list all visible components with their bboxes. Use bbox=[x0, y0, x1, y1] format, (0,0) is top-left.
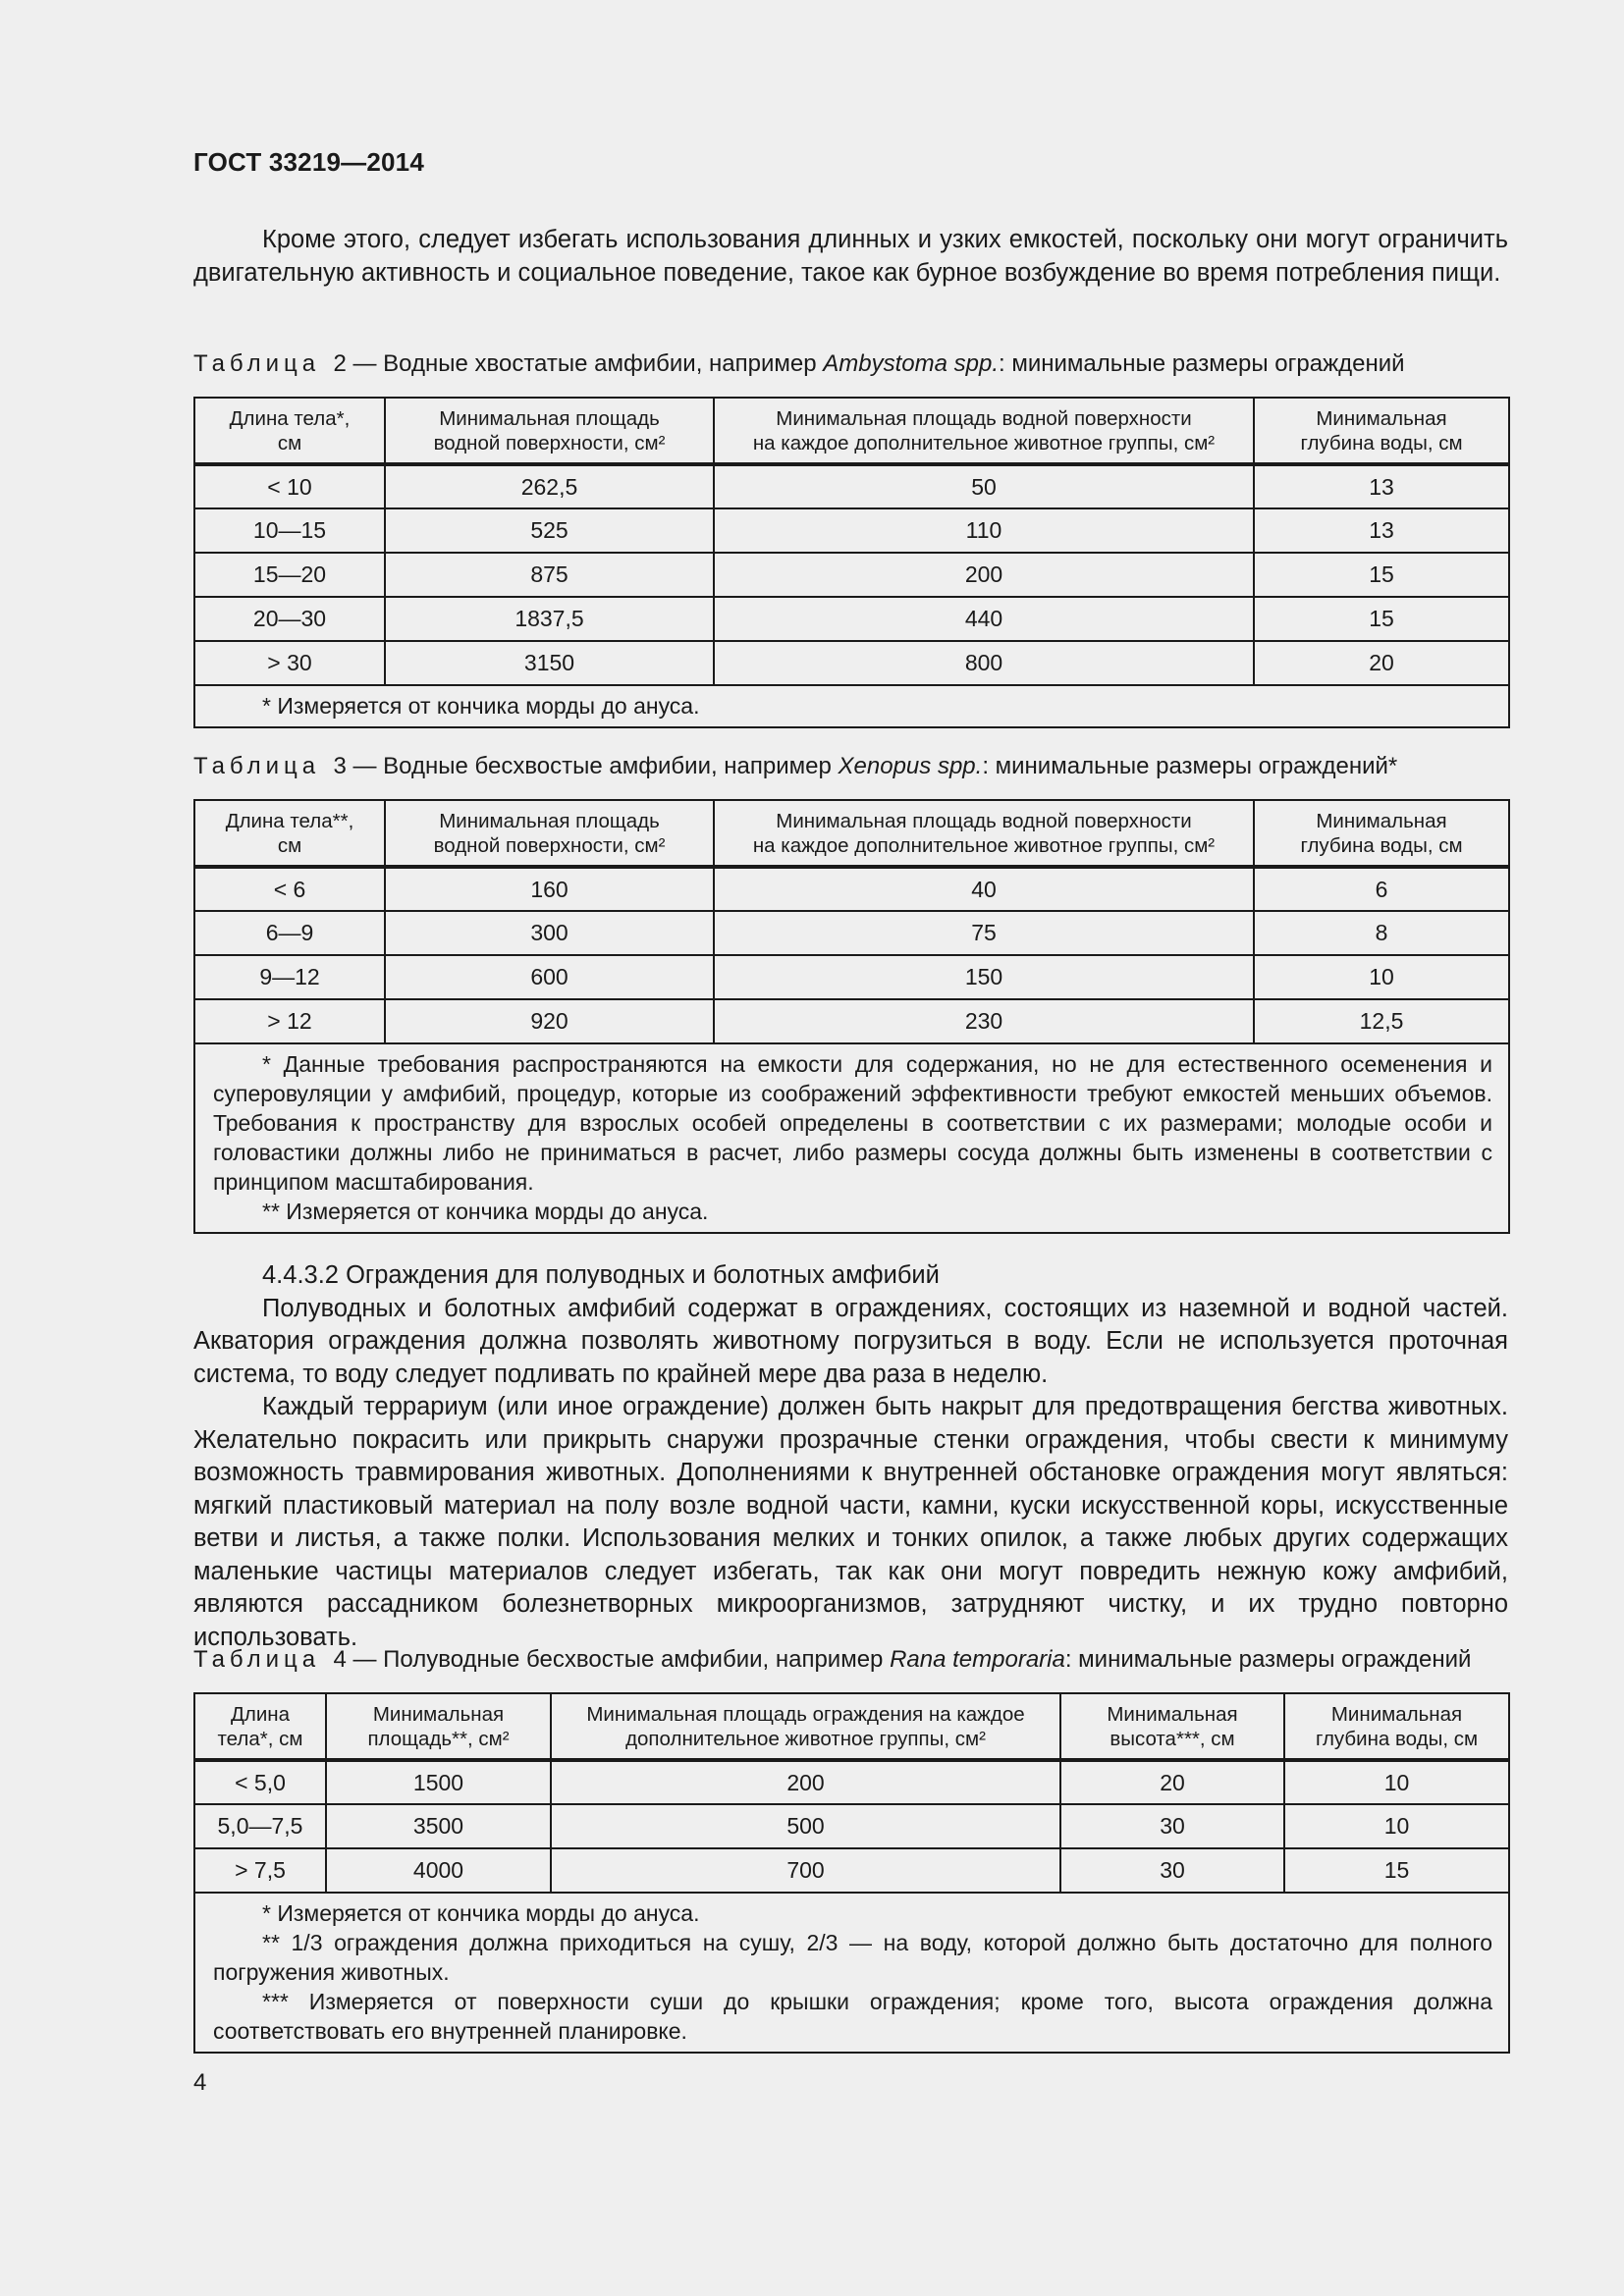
table-cell: 230 bbox=[714, 999, 1254, 1043]
table-cell: 13 bbox=[1254, 464, 1509, 508]
table2-caption bbox=[193, 350, 1514, 378]
caption-label: Таблица bbox=[193, 350, 321, 377]
table-cell: 200 bbox=[714, 553, 1254, 597]
footnote: *** Измеряется от поверхности суши до крышки ограждения; кроме того, высота ограждения должна соответствовать его внутренней планировке. bbox=[213, 1989, 1492, 2044]
table-cell: 440 bbox=[714, 597, 1254, 641]
table2-body bbox=[194, 464, 1509, 727]
table-notes bbox=[194, 685, 1509, 727]
table-cell: 4000 bbox=[326, 1848, 551, 1893]
table-row bbox=[194, 955, 1509, 999]
column-header: Минимальная глубина воды, см bbox=[1254, 800, 1509, 867]
table-cell: > 30 bbox=[194, 641, 385, 685]
table-cell: 20 bbox=[1060, 1760, 1284, 1804]
column-header: Длина тела*, см bbox=[194, 398, 385, 464]
table-cell: 3500 bbox=[326, 1804, 551, 1848]
header-row bbox=[194, 800, 1509, 867]
table-cell: 6 bbox=[1254, 867, 1509, 911]
column-header: Длина тела*, см bbox=[194, 1693, 326, 1760]
table-cell: 800 bbox=[714, 641, 1254, 685]
table-cell: 700 bbox=[551, 1848, 1060, 1893]
table-cell: 5,0—7,5 bbox=[194, 1804, 326, 1848]
table-row bbox=[194, 464, 1509, 508]
table-cell: 75 bbox=[714, 911, 1254, 955]
caption-number: 4 bbox=[333, 1646, 347, 1673]
column-header: Минимальная высота***, см bbox=[1060, 1693, 1284, 1760]
table-row bbox=[194, 1760, 1509, 1804]
notes-row bbox=[194, 1893, 1509, 2053]
column-header: Минимальная площадь**, см² bbox=[326, 1693, 551, 1760]
caption-tail: : минимальные размеры ограждений bbox=[1064, 1646, 1472, 1673]
table-cell: 9—12 bbox=[194, 955, 385, 999]
table-row bbox=[194, 1848, 1509, 1893]
section-paragraph-2: Каждый террариум (или иное ограждение) должен быть накрыт для предотвращения бегства животных. Желательно покрасить или прикрыть снаружи прозрачные стенки ограждения, чтобы свести к минимуму возможность травмирования животных. Дополнениями к внутренней обстановке ограждения могут являться: мягкий пластиковый материал на полу возле водной части, камни, куски искусственной коры, искусственные ветви и листья, а также полки. Использования мелких и тонких опилок, а также любых других содержащих маленькие частицы материалов следует избегать, так как они могут повредить нежную кожу амфибий, являются рассадником болезнетворных микроорганизмов, затрудняют чистку, и их трудно повторно использовать. bbox=[193, 1393, 1508, 1651]
table-cell: 30 bbox=[1060, 1804, 1284, 1848]
table-cell: 20 bbox=[1254, 641, 1509, 685]
caption-text: — Водные бесхвостые амфибии, например bbox=[346, 753, 839, 779]
table-row bbox=[194, 911, 1509, 955]
footnote: ** 1/3 ограждения должна приходиться на сушу, 2/3 — на воду, которой должно быть достаточно для полного погружения животных. bbox=[213, 1930, 1492, 1985]
table3 bbox=[193, 799, 1510, 1234]
table-notes bbox=[194, 1043, 1509, 1233]
table-cell: 10 bbox=[1254, 955, 1509, 999]
table-cell: 20—30 bbox=[194, 597, 385, 641]
table-row bbox=[194, 867, 1509, 911]
table3-head bbox=[194, 800, 1509, 867]
document-header: ГОСТ 33219—2014 bbox=[193, 147, 424, 177]
table-cell: 10—15 bbox=[194, 508, 385, 553]
table-cell: 50 bbox=[714, 464, 1254, 508]
footnote: * Измеряется от кончика морды до ануса. bbox=[262, 1900, 700, 1926]
header-row bbox=[194, 1693, 1509, 1760]
table-cell: 525 bbox=[385, 508, 714, 553]
table3-body bbox=[194, 867, 1509, 1233]
table-cell: 40 bbox=[714, 867, 1254, 911]
column-header: Минимальная глубина воды, см bbox=[1284, 1693, 1509, 1760]
caption-species: Xenopus spp. bbox=[838, 753, 983, 779]
table4-caption bbox=[193, 1646, 1514, 1674]
table-cell: 15 bbox=[1254, 553, 1509, 597]
table2-head bbox=[194, 398, 1509, 464]
table4 bbox=[193, 1692, 1510, 2054]
table-row bbox=[194, 1804, 1509, 1848]
table4-head bbox=[194, 1693, 1509, 1760]
column-header: Минимальная глубина воды, см bbox=[1254, 398, 1509, 464]
caption-text: — Водные хвостатые амфибии, например bbox=[346, 350, 824, 377]
page-number: 4 bbox=[193, 2069, 207, 2096]
column-header: Длина тела**, см bbox=[194, 800, 385, 867]
caption-species: Rana temporaria bbox=[890, 1646, 1065, 1673]
header-row bbox=[194, 398, 1509, 464]
section-heading: 4.4.3.2 Ограждения для полуводных и болотных амфибий bbox=[262, 1261, 940, 1289]
table-cell: 160 bbox=[385, 867, 714, 911]
caption-number: 2 bbox=[333, 350, 347, 377]
table-cell: 15 bbox=[1284, 1848, 1509, 1893]
caption-tail: : минимальные размеры ограждений* bbox=[982, 753, 1398, 779]
table-row bbox=[194, 999, 1509, 1043]
section-text bbox=[193, 1259, 1508, 1654]
table3-caption bbox=[193, 753, 1514, 780]
table-cell: 262,5 bbox=[385, 464, 714, 508]
caption-species: Ambystoma spp. bbox=[823, 350, 999, 377]
caption-tail: : минимальные размеры ограждений bbox=[998, 350, 1405, 377]
table-cell: 110 bbox=[714, 508, 1254, 553]
column-header: Минимальная площадь ограждения на каждое дополнительное животное группы, см² bbox=[551, 1693, 1060, 1760]
table-cell: 30 bbox=[1060, 1848, 1284, 1893]
table-cell: 600 bbox=[385, 955, 714, 999]
intro-text: Кроме этого, следует избегать использования длинных и узких емкостей, поскольку они могут ограничить двигательную активность и социальное поведение, такое как бурное возбуждение во время потребления пищи. bbox=[193, 226, 1508, 287]
notes-row bbox=[194, 685, 1509, 727]
caption-number: 3 bbox=[333, 753, 347, 779]
table-cell: 10 bbox=[1284, 1804, 1509, 1848]
section-paragraph-1: Полуводных и болотных амфибий содержат в ограждениях, состоящих из наземной и водной частей. Акватория ограждения должна позволять животному погрузиться в воду. Если не используется проточная система, то воду следует подливать по крайней мере два раза в неделю. bbox=[193, 1294, 1508, 1388]
table-cell: 1500 bbox=[326, 1760, 551, 1804]
table-cell: 300 bbox=[385, 911, 714, 955]
column-header: Минимальная площадь водной поверхности, см² bbox=[385, 398, 714, 464]
intro-paragraph bbox=[193, 224, 1508, 290]
table-cell: 500 bbox=[551, 1804, 1060, 1848]
table-cell: 150 bbox=[714, 955, 1254, 999]
caption-label: Таблица bbox=[193, 753, 321, 779]
table-row bbox=[194, 553, 1509, 597]
footnote: * Измеряется от кончика морды до ануса. bbox=[262, 693, 700, 719]
table-cell: 920 bbox=[385, 999, 714, 1043]
table-cell: 1837,5 bbox=[385, 597, 714, 641]
table-cell: 200 bbox=[551, 1760, 1060, 1804]
caption-text: — Полуводные бесхвостые амфибии, например bbox=[346, 1646, 891, 1673]
table-cell: > 7,5 bbox=[194, 1848, 326, 1893]
caption-label: Таблица bbox=[193, 1646, 321, 1673]
table2 bbox=[193, 397, 1510, 728]
table-cell: < 10 bbox=[194, 464, 385, 508]
table-cell: < 6 bbox=[194, 867, 385, 911]
table-cell: 8 bbox=[1254, 911, 1509, 955]
table-row bbox=[194, 597, 1509, 641]
table-row bbox=[194, 508, 1509, 553]
column-header: Минимальная площадь водной поверхности, см² bbox=[385, 800, 714, 867]
table-cell: 15—20 bbox=[194, 553, 385, 597]
table-cell: 12,5 bbox=[1254, 999, 1509, 1043]
table-cell: 13 bbox=[1254, 508, 1509, 553]
column-header: Минимальная площадь водной поверхности на каждое дополнительное животное группы, см² bbox=[714, 800, 1254, 867]
table4-body bbox=[194, 1760, 1509, 2053]
footnote: * Данные требования распространяются на емкости для содержания, но не для естественного осеменения и суперовуляции у амфибий, процедур, которые из соображений эффективности требуют емкостей меньших объемов. Требования к пространству для взрослых особей определены в соответствии с их размерами; молодые особи и головастики должны либо не приниматься в расчет, либо размеры сосуда должны быть изменены в соответствии с принципом масштабирования. bbox=[213, 1051, 1492, 1195]
table-cell: 3150 bbox=[385, 641, 714, 685]
table-cell: 875 bbox=[385, 553, 714, 597]
table-row bbox=[194, 641, 1509, 685]
table-cell: 6—9 bbox=[194, 911, 385, 955]
table-cell: < 5,0 bbox=[194, 1760, 326, 1804]
notes-row bbox=[194, 1043, 1509, 1233]
footnote: ** Измеряется от кончика морды до ануса. bbox=[262, 1199, 709, 1224]
table-cell: > 12 bbox=[194, 999, 385, 1043]
table-cell: 10 bbox=[1284, 1760, 1509, 1804]
table-cell: 15 bbox=[1254, 597, 1509, 641]
column-header: Минимальная площадь водной поверхности на каждое дополнительное животное группы, см² bbox=[714, 398, 1254, 464]
table-notes bbox=[194, 1893, 1509, 2053]
